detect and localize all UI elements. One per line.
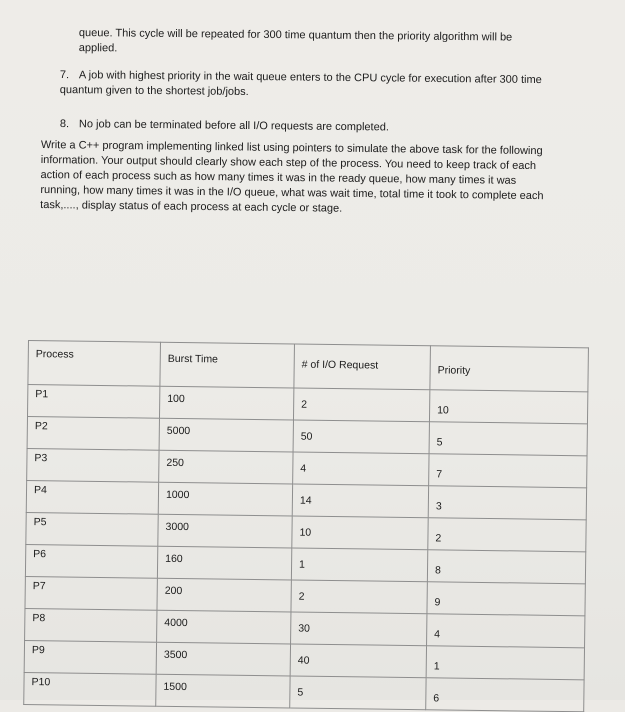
process-table-wrapper — [23, 340, 556, 712]
cell-io-requests: 10 — [292, 516, 428, 550]
cell-burst-time: 1500 — [156, 674, 290, 708]
table-header-row — [28, 341, 589, 392]
cell-priority: 7 — [429, 454, 587, 488]
header-burst-time: Burst Time — [160, 342, 295, 388]
intro-paragraph — [79, 26, 549, 61]
list-number: 8. — [59, 117, 70, 131]
assignment-prompt — [40, 138, 553, 219]
cell-priority: 2 — [428, 518, 586, 552]
list-text: A job with highest priority in the wait queue enters to the CPU cycle for execution after 300 time quantum given to the shortest job/jobs. — [59, 69, 542, 98]
header-priority: Priority — [430, 346, 589, 392]
table-body — [24, 385, 588, 712]
cell-priority: 9 — [427, 582, 585, 616]
list-number: 7. — [59, 68, 70, 82]
cell-process: P4 — [26, 480, 158, 514]
cell-process: P9 — [24, 640, 156, 674]
cell-io-requests: 2 — [293, 388, 429, 422]
cell-io-requests: 40 — [290, 644, 426, 678]
cell-process: P2 — [27, 417, 159, 451]
cell-process: P8 — [25, 608, 157, 642]
cell-burst-time: 200 — [157, 578, 291, 612]
cell-priority: 1 — [426, 646, 584, 680]
cell-io-requests: 5 — [290, 676, 426, 710]
cell-io-requests: 14 — [292, 484, 428, 518]
cell-io-requests: 30 — [291, 612, 427, 646]
cell-burst-time: 160 — [157, 546, 291, 580]
process-table — [23, 340, 589, 712]
cell-burst-time: 4000 — [157, 610, 291, 644]
prompt-text: Write a C++ program implementing linked list using pointers to simulate the above task for the following information. Your output should clearly show each step of the process. You need to keep track of each action of each process such as how many times it was in the ready queue, how many times it was running, how many times it was in the I/O queue, what was wait time, total time it took to complete each task,...., display status of each process at each cycle or stage. — [40, 138, 544, 215]
table-row — [24, 672, 584, 711]
list-item-8 — [60, 117, 560, 137]
cell-io-requests: 2 — [291, 580, 427, 614]
header-process: Process — [28, 341, 161, 387]
cell-io-requests: 1 — [291, 548, 427, 582]
cell-burst-time: 250 — [159, 450, 293, 484]
cell-burst-time: 1000 — [158, 482, 292, 516]
cell-priority: 5 — [429, 422, 587, 456]
cell-priority: 3 — [428, 486, 586, 520]
cell-process: P10 — [24, 672, 156, 706]
header-io-requests: # of I/O Request — [294, 344, 431, 390]
cell-io-requests: 4 — [293, 452, 429, 486]
cell-burst-time: 3500 — [156, 642, 290, 676]
cell-io-requests: 50 — [293, 420, 429, 454]
intro-text: queue. This cycle will be repeated for 300 time quantum then the priority algorithm will be applied. — [78, 26, 513, 55]
cell-process: P7 — [25, 576, 157, 610]
cell-burst-time: 3000 — [158, 514, 292, 548]
cell-burst-time: 5000 — [159, 418, 293, 452]
cell-priority: 6 — [426, 678, 584, 712]
cell-process: P5 — [26, 512, 158, 546]
list-item-7 — [60, 68, 560, 103]
cell-burst-time: 100 — [159, 386, 293, 420]
cell-process: P1 — [27, 385, 159, 419]
cell-priority: 10 — [429, 390, 587, 424]
cell-priority: 4 — [427, 614, 585, 648]
cell-process: P3 — [27, 448, 159, 482]
cell-process: P6 — [25, 544, 157, 578]
cell-priority: 8 — [427, 550, 585, 584]
list-text: No job can be terminated before all I/O requests are completed. — [78, 118, 389, 134]
